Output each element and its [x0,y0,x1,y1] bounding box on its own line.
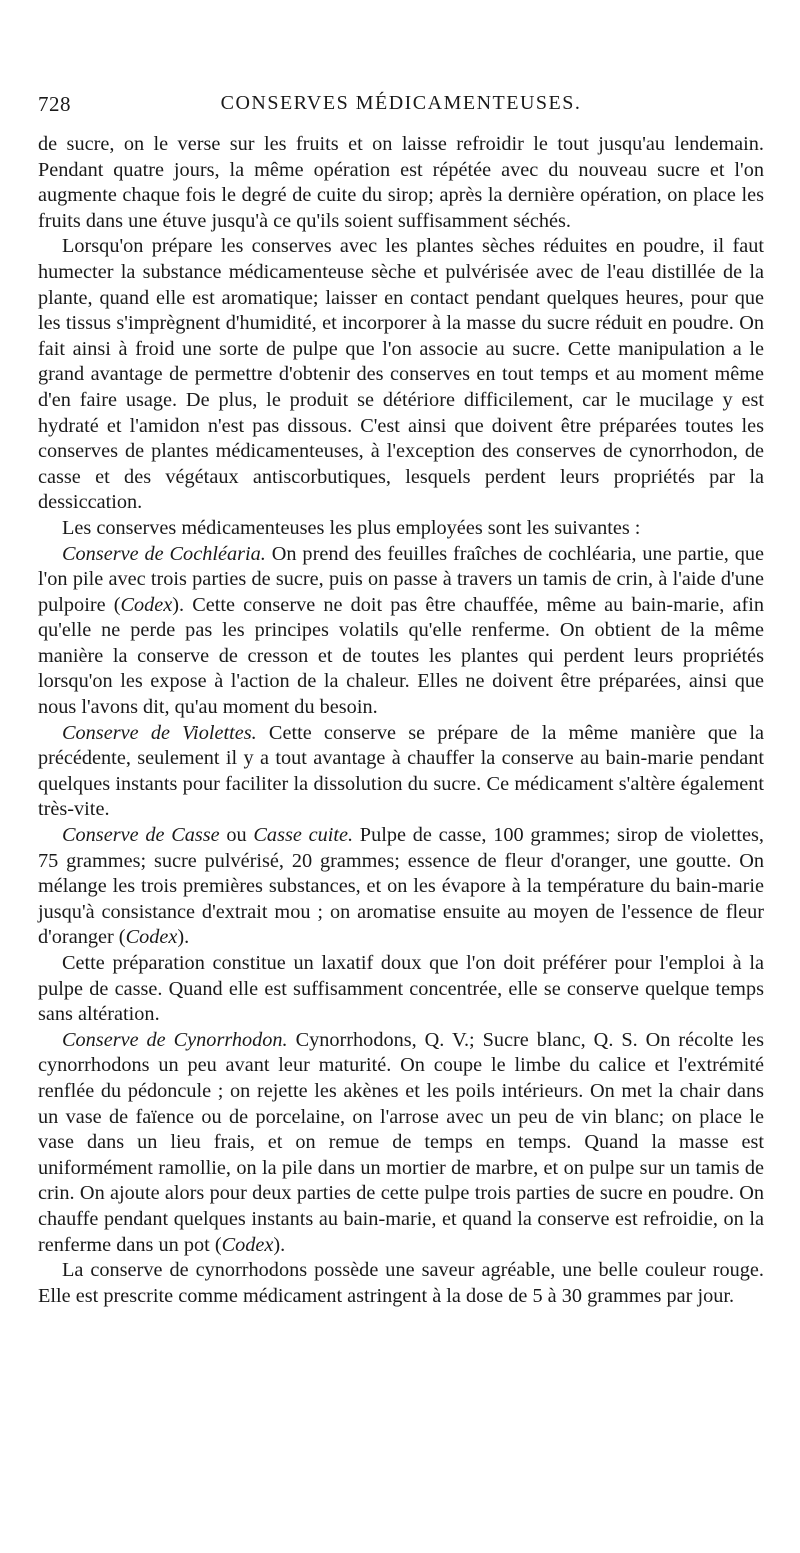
running-title: CONSERVES MÉDICAMENTEUSES. [220,92,582,114]
entry-violettes: Conserve de Violettes. Cette conserve se prépare de la même manière que la précédente, seulement il y a tout avantage à chauffer la conserve au bain-marie pendant quelques instants pour faciliter la dissolution du sucre. Ce médicament s'altère également très-vite. [38,721,764,821]
entry-heading: Conserve de Cochléaria. [62,542,266,565]
paragraph-continuation: de sucre, on le verse sur les fruits et on laisse refroidir le tout jusqu'au lendemain. Pendant quatre jours, la même opération est répétée avec du nouveau sucre et l'on augmente chaque fois le degré de cuite du sirop; après la dernière opération, on place les fruits dans une étuve jusqu'à ce qu'ils soient suffisamment séchés. [38,133,764,232]
entry-casse: Conserve de Casse ou Casse cuite. Pulpe de casse, 100 grammes; sirop de violettes, 75 grammes; sucre pulvérisé, 20 grammes; essence de fleur d'oranger, une goutte. On mélange les trois premières substances, et on les évapore à la température du bain-marie jusqu'à consistance d'extrait mou ; on aromatise ensuite au moyen de l'essence de fleur d'oranger (Codex). [38,824,765,949]
entry-cynorrhodon: Conserve de Cynorrhodon. Cynorrhodons, Q. V.; Sucre blanc, Q. S. On récolte les cynorrhodons un peu avant leur maturité. On coupe le limbe du calice et l'extrémité renflée du pédoncule ; on rejette les akènes et les poils intérieurs. On met la chair dans un vase de faïence ou de porcelaine, on l'arrose avec un peu de vin blanc; on place le vase dans un lieu frais, et on remue de temps en temps. Quand la masse est uniformément ramollie, on la pile dans un mortier de marbre, et on pulpe sur un tamis de crin. On ajoute alors pour deux parties de cette pulpe trois parties de sucre en poudre. On chauffe pendant quelques instants au bain-marie, et quand la conserve est refroidie, on la renferme dans un pot (Codex). [38,1028,764,1256]
entry-heading: Conserve de Cynorrhodon. [62,1028,288,1051]
page-number: 728 [38,92,71,116]
book-page [38,92,764,1309]
entry-heading: Conserve de Casse [62,824,220,847]
entry-heading-alt: Casse cuite. [253,824,354,847]
entry-heading: Conserve de Violettes. [62,721,257,744]
paragraph-casse-note: Cette préparation constitue un laxatif doux que l'on doit préférer pour l'emploi à la pulpe de casse. Quand elle est suffisamment concentrée, elle se conserve quelque temps sans altération. [38,952,764,1026]
paragraph-dry-plants: Lorsqu'on prépare les conserves avec les plantes sèches réduites en poudre, il faut humecter la substance médicamenteuse sèche et pulvérisée avec de l'eau distillée de la plante, quand elle est aromatique; laisser en contact pendant quelques heures, pour que les tissus s'imprègnent d'humidité, et incorporer à la masse du sucre réduit en poudre. On fait ainsi à froid une sorte de pulpe que l'on associe au sucre. Cette manipulation a le grand avantage de permettre d'obtenir des conserves en tout temps et au moment même d'en faire usage. De plus, le produit se détériore difficilement, car le mucilage y est hydraté et l'amidon n'est pas dissous. C'est ainsi que doivent être préparées toutes les conserves de plantes médicamenteuses, à l'exception des conserves de cynorrhodon, de casse et des végétaux antiscorbutiques, lesquels perdent leurs propriétés par la dessiccation. [38,235,764,514]
paragraph-intro-list: Les conserves médicamenteuses les plus employées sont les suivantes : [62,516,641,539]
page-header [38,92,764,126]
entry-cochlearia: Conserve de Cochléaria. On prend des feuilles fraîches de cochléaria, une partie, que l'on pile avec trois parties de sucre, puis on passe à travers un tamis de crin, à l'aide d'une pulpoire (Codex). Cette conserve ne doit pas être chauffée, même au bain-marie, afin qu'elle ne perde pas les principes volatils qu'elle renferme. On obtient de la même manière la conserve de cresson et de toutes les plantes qui perdent leurs propriétés lorsqu'on les expose à l'action de la chaleur. Elles ne doivent être préparées, ainsi que nous l'avons dit, qu'au moment du besoin. [38,542,764,719]
paragraph-cynorrhodon-note: La conserve de cynorrhodons possède une saveur agréable, une belle couleur rouge. Elle est prescrite comme médicament astringent à la dose de 5 à 30 grammes par jour. [38,1259,764,1307]
